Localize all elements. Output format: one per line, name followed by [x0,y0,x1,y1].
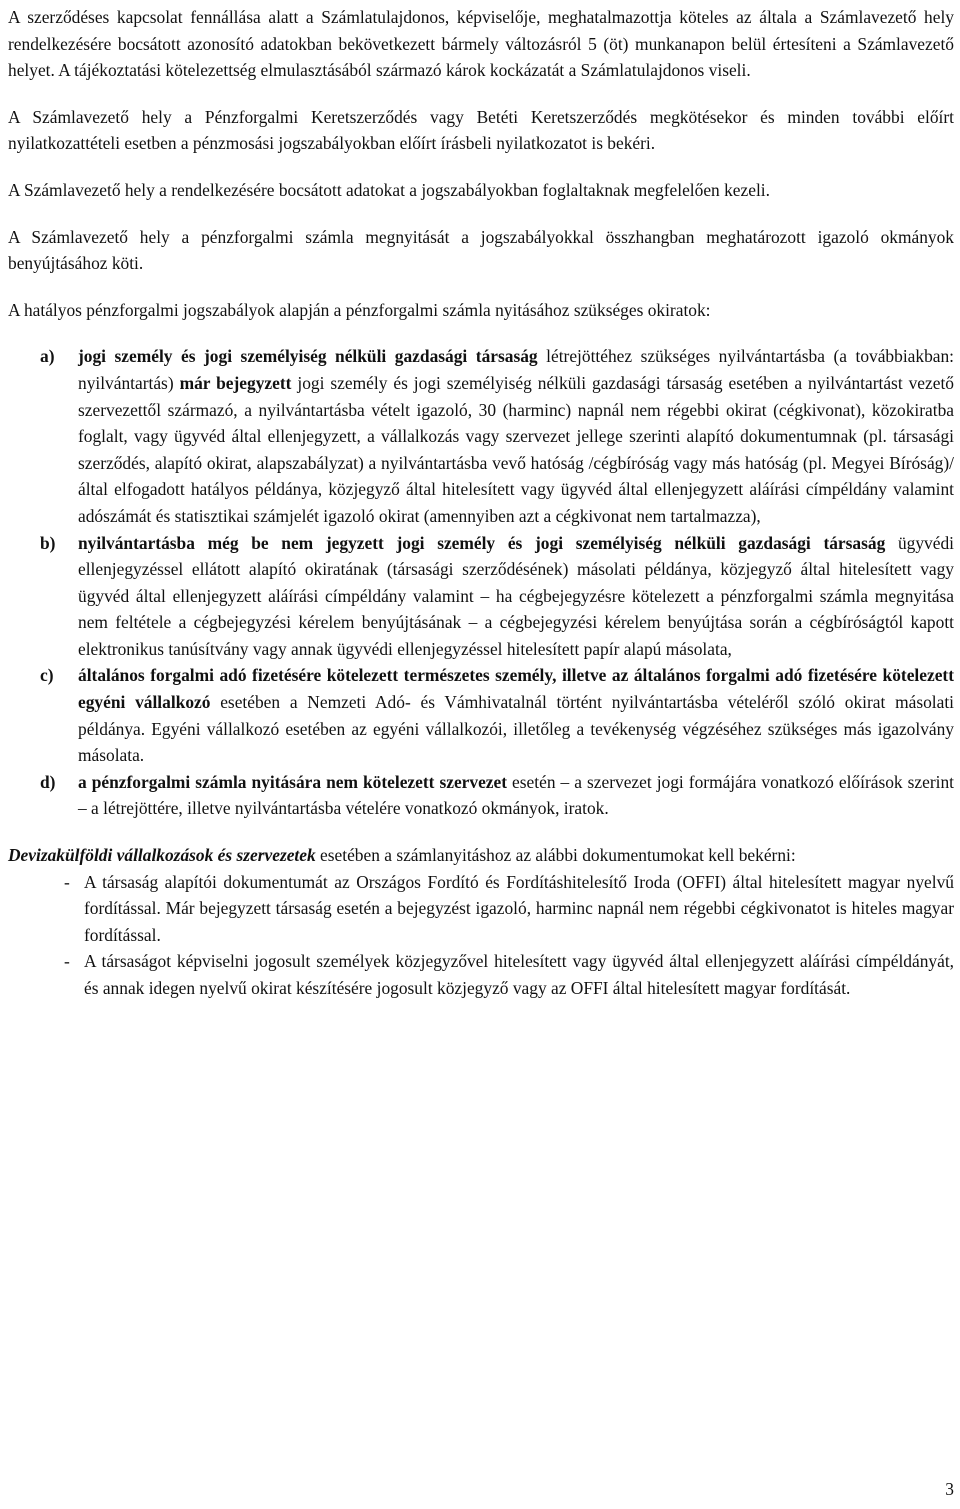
paragraph-data-change-notice: A szerződéses kapcsolat fennállása alatt a Számlatulajdonos, képviselője, meghatalmazottja köteles az általa a Számlavezető hely rendelkezésére bocsátott azonosító adatokban bekövetkezett bármely változásról 5 (öt) munkanapon belül értesíteni a Számlavezető helyet. A tájékoztatási kötelezettség elmulasztásából származó károk kockázatát a Számlatulajdonos viseli. [8,7,954,81]
item-text: esetében a Nemzeti Adó- és Vámhivatalnál történt nyilvántartásba vételéről szóló okirat másolati példánya. Egyéni vállalkozó esetében az egyéni vállalkozói, illetőleg a tevékenység végzéséhez szükséges más igazolvány másolata. [78,692,954,766]
paragraph-aml-declaration: A Számlavezető hely a Pénzforgalmi Keretszerződés vagy Betéti Keretszerződés megkötésekor és minden további előírt nyilatkozattételi esetben a pénzmosási jogszabályokban előírt írásbeli nyilatkozatot is bekéri. [8,106,954,154]
paragraph-data-handling: A Számlavezető hely a rendelkezésére bocsátott adatokat a jogszabályokban foglaltaknak megfelelően kezeli. [8,179,770,200]
item-text: esetén – a szervezet jogi formájára vonatkozó előírások szerint – a létrejöttére, illetve nyilvántartásba vételére vonatkozó okmányok, iratok. [78,771,954,819]
dash-item [8,948,954,1001]
dash-item [8,869,954,949]
bold-text: általános forgalmi adó fizetésére kötelezett természetes személy, illetve az általános forgalmi adó fizetésére kötelezett egyéni vállalkozó [78,665,954,713]
paragraph-text: esetében a számlanyitáshoz az alábbi dokumentumokat kell bekérni: [315,845,796,866]
list-marker: a) [40,346,55,367]
list-marker: d) [40,771,56,792]
dash-marker: - [64,951,70,972]
list-item-c [8,662,954,768]
list-item-a [8,343,954,529]
item-text: jogi személy és jogi személyiség nélküli gazdasági társaság esetében a nyilvántartást vezető szervezettől származó, a nyilvántartásba vételt igazoló, 30 (harminc) napnál nem régebbi okirat (cégkivonat), közokiratba foglalt, vagy ügyvéd által ellenjegyzett, a vállalkozás vagy szervezet jellege szerinti alapító dokumentumnak (pl. társasági szerződés, alapító okirat, alapszabályzat) a nyilvántartásba vevő hatóság /cégbíróság vagy más hatóság (pl. Megyei Bíróság)/ által elfogadott hatályos példánya, közjegyző által hitelesített vagy ügyvéd által ellenjegyzett aláírási címpéldány valamint adószámát és statisztikai számjelét igazoló okirat (amennyiben azt a cégkivonat nem tartalmazza), [78,372,954,526]
dash-item-text: A társaság alapítói dokumentumát az Országos Fordító és Fordításhitelesítő Iroda (OFFI) által hitelesített magyar nyelvű fordítással. Már bejegyzett társaság esetén a bejegyzést igazoló, harminc napnál nem régebbi cégkivonatot is hiteles magyar fordítással. [84,871,954,945]
dash-marker: - [64,871,70,892]
item-text: létrejöttéhez szükséges nyilvántartásba (a továbbiakban: nyilvántartás) [78,346,955,393]
foreign-documents-list [8,869,954,1002]
list-marker: c) [40,665,54,686]
paragraph-account-opening-requirements: A Számlavezető hely a pénzforgalmi számla megnyitását a jogszabályokkal összhangban meghatározott igazoló okmányok benyújtásához köti. [8,226,954,274]
bold-text: a pénzforgalmi számla nyitására nem kötelezett szervezet [78,771,508,792]
document-page [8,4,954,1002]
bold-italic-heading: Devizakülföldi vállalkozások és szervezetek [8,845,316,866]
bold-text: nyilvántartásba még be nem jegyzett jogi személy és jogi személyiség nélküli gazdasági társaság [78,532,886,553]
list-item-d [8,769,954,822]
item-text: ügyvédi ellenjegyzéssel ellátott alapító okiratának (társasági szerződésének) másolati példánya, közjegyző által hitelesített vagy ügyvéd által ellenjegyzett aláírási címpéldány valamint – ha cégbejegyzésre kötelezett a pénzforgalmi számla megnyitása nem feltétele a cégbejegyzési kérelem benyújtásának – a cégbejegyzési kérelem benyújtása során a cégbíróságtól kapott elektronikus tanúsítvány vagy annak ügyvédi ellenjegyzéssel hitelesített papír alapú másolata, [78,532,955,659]
bold-text: már bejegyzett [179,372,292,393]
required-documents-list [8,343,954,822]
list-item-b [8,530,954,663]
dash-item-text: A társaságot képviselni jogosult személyek közjegyzővel hitelesített vagy ügyvéd által ellenjegyzett aláírási címpéldányát, és annak idegen nyelvű okirat készítésére jogosult közjegyző vagy az OFFI által hitelesített magyar fordítását. [84,951,954,998]
list-marker: b) [40,532,56,553]
paragraph-foreign-entities [8,842,954,869]
page-number: 3 [945,1479,954,1499]
paragraph-required-documents-intro: A hatályos pénzforgalmi jogszabályok alapján a pénzforgalmi számla nyitásához szükséges okiratok: [8,299,711,320]
bold-text: jogi személy és jogi személyiség nélküli gazdasági társaság [78,346,538,367]
